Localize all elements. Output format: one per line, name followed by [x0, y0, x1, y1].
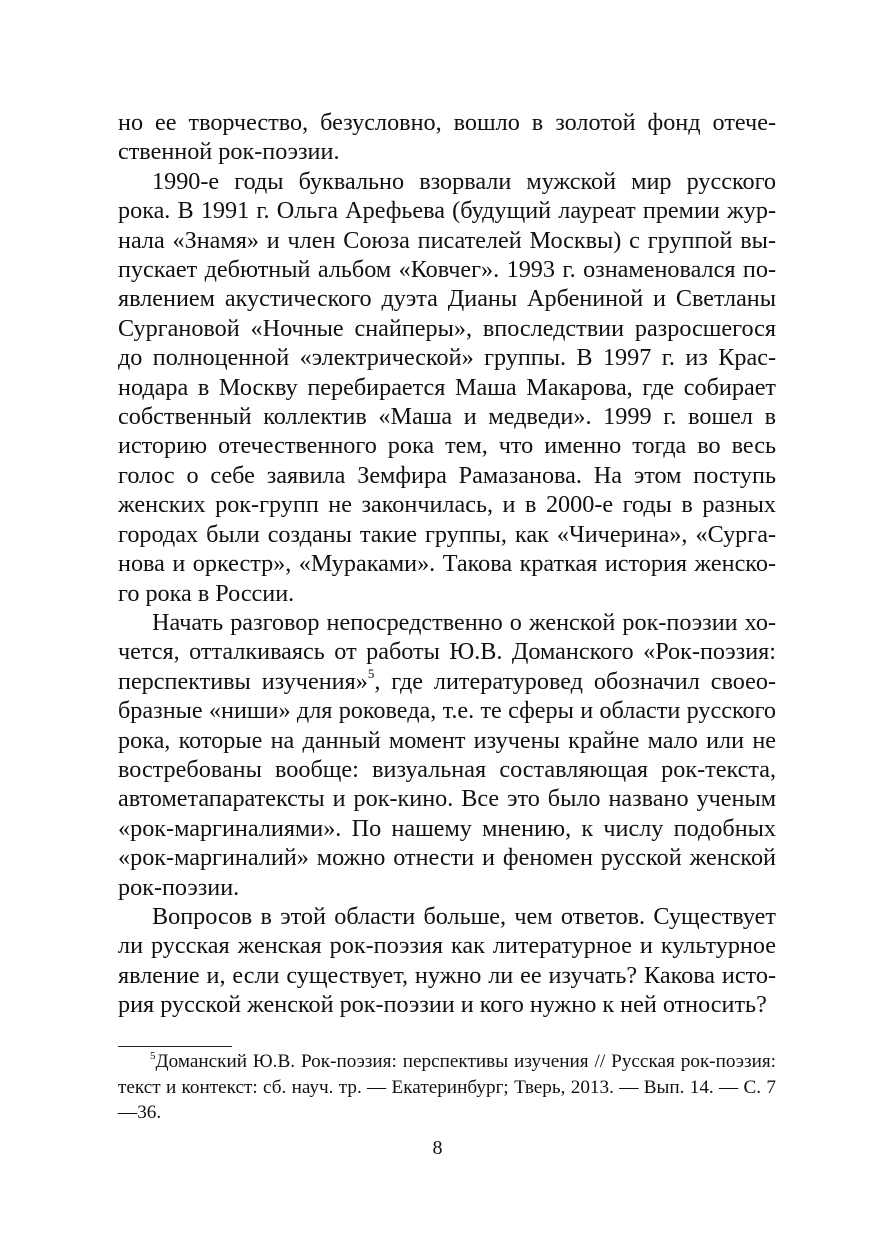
footnote-body [118, 1049, 776, 1126]
paragraph-questions: Вопросов в этой области больше, чем ответов. Существует ли русская женская рок-поэзия как литературное и культурное явление и, если существует, нужно ли ее изучать? Какова история русской женской рок-поэзии и кого нужно к ней относить? [118, 902, 776, 1019]
paragraph-domansky-after: , где литературовед обозначил своеобразные «ниши» для роковеда, т.е. те сферы и области русского рока, которые на данный момент изучены крайне мало или не востребованы вообще: визуальная составляющая рок-текста, автометапаратексты и рок-кино. Все это было названо ученым «рок-маргиналиями». По нашему мнению, к числу подобных «рок-маргиналий» можно отнести и феномен русской женской рок-поэзии. [118, 667, 776, 901]
footnote-separator [118, 1046, 232, 1047]
paragraph-domansky-before: Начать разговор непосредственно о женской рок-поэзии хочется, отталкиваясь от работы Ю.В. Доманского «Рок-поэзия: перспективы изучения» [118, 608, 776, 695]
footnote-reference[interactable]: 5 [367, 665, 375, 681]
main-text [118, 108, 776, 1020]
paragraph-continuation: но ее творчество, безусловно, вошло в золотой фонд отечественной рок-поэзии. [118, 109, 776, 166]
footnote-number: 5 [150, 1049, 156, 1062]
footnote [118, 1049, 776, 1126]
paragraph-rock-history: 1990-е годы буквально взорвали мужской мир русского рока. В 1991 г. Ольга Арефьева (будущий лауреат премии журнала «Знамя» и член Союза писателей Москвы) с группой выпускает дебютный альбом «Ковчег». 1993 г. ознаменовался появлением акустического дуэта Дианы Арбениной и Светланы Сургановой «Ночные снайперы», впоследствии разросшегося до полноценной «электрической» группы. В 1997 г. из Краснодара в Москву перебирается Маша Макарова, где собирает собственный коллектив «Маша и медведи». 1999 г. вошел в историю отечественного рока тем, что именно тогда во весь голос о себе заявила Земфира Рамазанова. На этом поступь женских рок-групп не закончилась, и в 2000-е годы в разных городах были созданы такие группы, как «Чичерина», «Сурганова и оркестр», «Мураками». Такова краткая история женского рока в России. [118, 167, 776, 607]
footnote-text: Доманский Ю.В. Рок-поэзия: перспективы изучения // Русская рок-поэзия: текст и контекст: сб. науч. тр. — Екатеринбург; Тверь, 2013. — Вып. 14. — С. 7—36. [118, 1051, 776, 1123]
paragraph-domansky [118, 608, 776, 902]
page-number: 8 [432, 1137, 443, 1159]
